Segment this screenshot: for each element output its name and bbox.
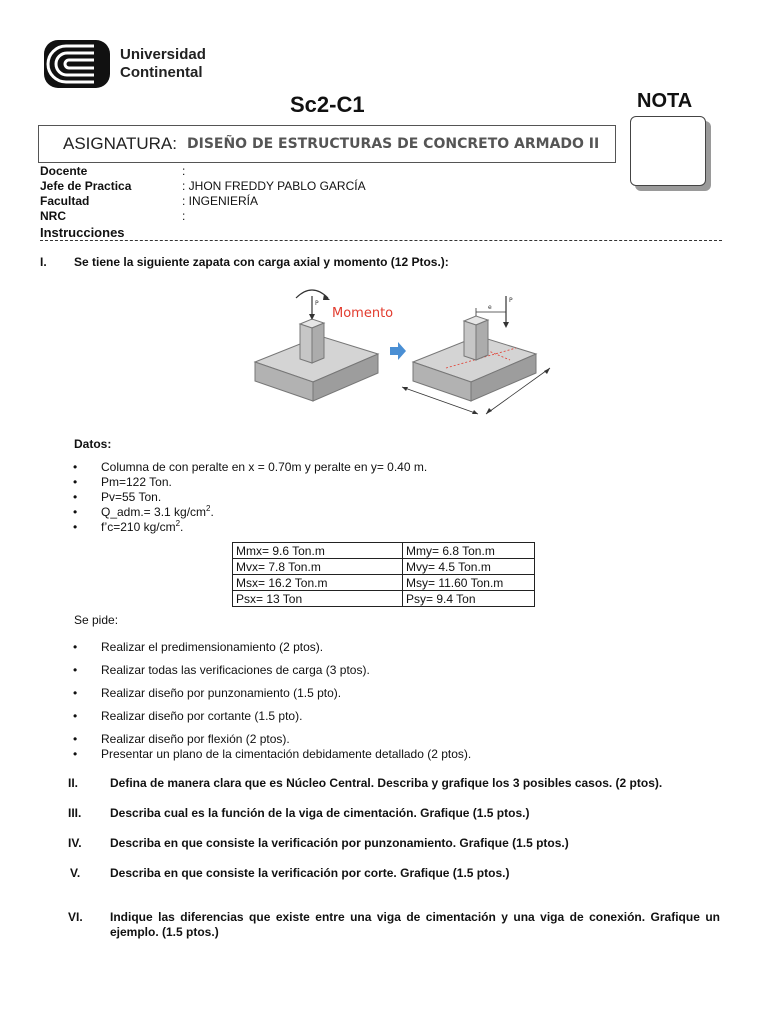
- info-key: Docente: [40, 164, 88, 178]
- info-row-facultad: [40, 194, 366, 209]
- university-name-line1: Universidad: [120, 46, 206, 63]
- question-text: Indique las diferencias que existe entre una viga de cimentación y una viga de conexión. Grafique un ejemplo. (1.5 ptos.): [110, 910, 720, 939]
- footing-figure: [250, 284, 555, 430]
- table-cell: Psx= 13 Ton: [233, 591, 403, 607]
- info-key: NRC: [40, 209, 66, 223]
- info-value: : INGENIERÍA: [182, 194, 259, 208]
- requirements-list: [73, 640, 471, 762]
- table-cell: Mmx= 9.6 Ton.m: [233, 543, 403, 559]
- table-cell: Msx= 16.2 Ton.m: [233, 575, 403, 591]
- question-numeral: II.: [68, 776, 79, 790]
- unit-exponent: 2: [175, 519, 181, 528]
- university-logo: [44, 40, 206, 88]
- qadm-text: Q_adm.= 3.1 kg/cm: [101, 505, 207, 519]
- fc-text: f’c=210 kg/cm: [101, 520, 176, 534]
- requirements-title: Se pide:: [74, 613, 119, 627]
- table-row: [233, 591, 535, 607]
- item-suffix: .: [180, 520, 184, 534]
- transform-arrow: [390, 342, 406, 360]
- subject-label: ASIGNATURA:: [63, 134, 177, 153]
- data-item: [73, 520, 427, 535]
- load-label-left: P: [315, 300, 319, 307]
- question-1: [40, 255, 449, 269]
- table-row: [233, 575, 535, 591]
- table-row: [233, 543, 535, 559]
- subject-box: [38, 125, 616, 163]
- question-numeral: V.: [70, 866, 81, 880]
- info-key: Facultad: [40, 194, 90, 208]
- list-item: • Realizar diseño por cortante (1.5 pto).: [73, 709, 471, 724]
- data-title: Datos:: [74, 437, 112, 451]
- question-4: [40, 836, 720, 851]
- list-item: • Realizar diseño por flexión (2 ptos).: [73, 732, 471, 747]
- table-cell: Msy= 11.60 Ton.m: [403, 575, 535, 591]
- info-row-nrc: [40, 209, 366, 224]
- instructions-label: Instrucciones: [40, 225, 125, 240]
- data-list: [73, 460, 427, 535]
- question-text: Describa cual es la función de la viga de cimentación. Grafique (1.5 ptos.): [110, 806, 530, 820]
- question-text: Describa en que consiste la verificación por punzonamiento. Grafique (1.5 ptos.): [110, 836, 569, 850]
- question-text: Se tiene la siguiente zapata con carga axial y momento (12 Ptos.):: [74, 255, 449, 269]
- info-row-jefe: [40, 179, 366, 194]
- university-name-line2: Continental: [120, 64, 203, 81]
- question-2: [40, 776, 720, 791]
- moment-label: Momento: [332, 306, 394, 321]
- question-6: [40, 910, 720, 940]
- table-cell: Mvx= 7.8 Ton.m: [233, 559, 403, 575]
- info-key: Jefe de Practica: [40, 179, 132, 193]
- info-row-docente: [40, 164, 366, 179]
- exam-info: [40, 164, 366, 241]
- table-cell: Mmy= 6.8 Ton.m: [403, 543, 535, 559]
- table-row: [233, 559, 535, 575]
- moments-table: [232, 542, 535, 607]
- load-label-right: P: [509, 297, 513, 304]
- list-item: • Presentar un plano de la cimentación debidamente detallado (2 ptos).: [73, 747, 471, 762]
- question-text: Defina de manera clara que es Núcleo Central. Describa y grafique los 3 posibles casos. (2 ptos).: [110, 776, 663, 790]
- footing-right: [402, 296, 550, 414]
- info-value: : JHON FREDDY PABLO GARCÍA: [182, 179, 366, 193]
- question-5: [40, 866, 720, 881]
- info-value: :: [182, 209, 186, 223]
- grade-box: [630, 116, 706, 186]
- question-numeral: VI.: [68, 910, 83, 924]
- list-item: • Realizar diseño por punzonamiento (1.5 pto).: [73, 686, 471, 701]
- question-numeral: III.: [68, 806, 82, 820]
- data-item: • Columna de con peralte en x = 0.70m y peralte en y= 0.40 m.: [73, 460, 427, 475]
- item-suffix: .: [210, 505, 214, 519]
- grade-label: NOTA: [637, 90, 693, 112]
- question-numeral: IV.: [68, 836, 82, 850]
- list-item: • Realizar todas las verificaciones de carga (3 ptos).: [73, 663, 471, 678]
- info-value: :: [182, 164, 186, 178]
- table-cell: Psy= 9.4 Ton: [403, 591, 535, 607]
- question-numeral: I.: [40, 255, 47, 269]
- exam-code: Sc2-C1: [290, 92, 365, 117]
- question-3: [40, 806, 720, 821]
- data-item: [73, 505, 427, 520]
- subject-value: DISEÑO DE ESTRUCTURAS DE CONCRETO ARMADO II: [186, 136, 600, 152]
- list-item: • Realizar el predimensionamiento (2 ptos).: [73, 640, 471, 655]
- university-logo-icon: [44, 40, 110, 88]
- question-text: Describa en que consiste la verificación por corte. Grafique (1.5 ptos.): [110, 866, 510, 880]
- eccentricity-label: e: [488, 304, 492, 311]
- university-name: [120, 46, 206, 82]
- section-divider: [40, 240, 722, 241]
- data-item: • Pv=55 Ton.: [73, 490, 427, 505]
- data-item: • Pm=122 Ton.: [73, 475, 427, 490]
- table-cell: Mvy= 4.5 Ton.m: [403, 559, 535, 575]
- unit-exponent: 2: [206, 504, 211, 513]
